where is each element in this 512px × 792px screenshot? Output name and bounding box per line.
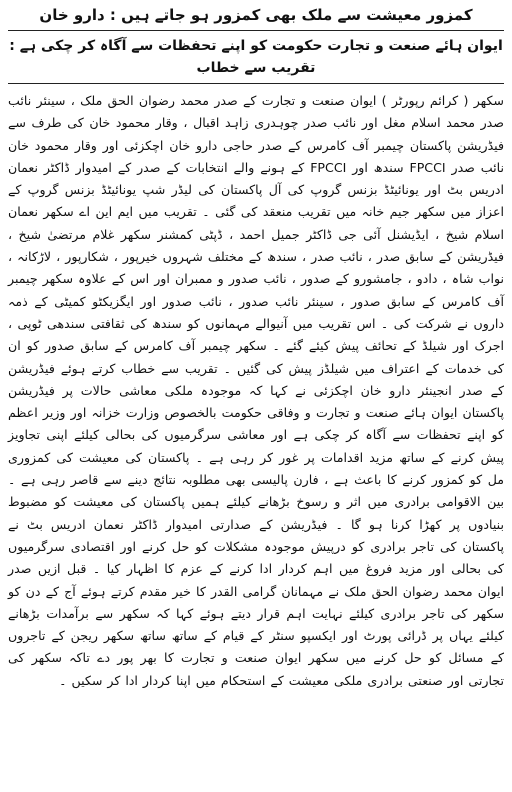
subheadline: ایوان ہائے صنعت و تجارت حکومت کو اپنے تحفظات سے آگاہ کر چکی ہے : تقریب سے خطاب: [8, 35, 504, 84]
headline: کمزور معیشت سے ملک بھی کمزور ہو جاتے ہیں : دارو خان: [8, 4, 504, 31]
article-body: سکھر ( کرائم رپورٹر ) ایوان صنعت و تجارت کے صدر محمد رضوان الحق ملک ، سینئر نائب صدر محمد اسلام مغل اور نائب صدر چوہدری زاہد اقبال ، وقار محمود خان کی طرف سے فیڈریشن پاکستان چیمبر آف کامرس کے صدر حاجی دارو خان اچکزئی اور وقار محمود خان نائب صدر FPCCI سندھ اور FPCCI کے ہونے والے انتخابات کے صدر کے امیدوار ڈاکٹر نعمان ادریس بٹ اور یونائیٹڈ بزنس گروپ کی آل پاکستان کی لیڈر شپ یونائیٹڈ بزنس گروپ کے اعزاز میں سکھر جیم خانہ میں تقریب منعقد کی گئی ۔ تقریب میں ایم این اے سکھر نعمان اسلام شیخ ، ایڈیشنل آئی جی ڈاکٹر جمیل احمد ، ڈپٹی کمشنر سکھر غلام مرتضیٰ شیخ ، فیڈریشن کے سابق صدر ، نائب صدر ، سندھ کے مختلف شہروں خیرپور ، شکارپور ، لاڑکانہ ، نواب شاہ ، دادو ، جامشورو کے صدور ، نائب صدور و ممبران اور اس کے علاوہ سکھر چیمبر آف کامرس کے سابق صدور ، سینئر نائب صدور ، نائب صدور اور ایگزیکٹو کمیٹی کے ذمہ داروں نے شرکت کی ۔ اس تقریب میں آنیوالے مہمانوں کو سندھ کی ثقافتی سندھی ٹوپی ، اجرک اور شیلڈ کے تحائف پیش کیئے گئے ۔ سکھر چیمبر آف کامرس کے سابق صدور کو ان کی خدمات کے اعتراف میں شیلڈز پیش کی گئیں ۔ تقریب سے خطاب کرتے ہوئے فیڈریشن کے صدر انجینئر دارو خان اچکزئی نے کہا کہ موجودہ ملکی معاشی حالات پر فیڈریشن پاکستان ایوان ہائے صنعت و تجارت و وفاقی حکومت بالخصوص وزارت خزانہ اور وزیر اعظم کو اپنے تحفظات سے آگاہ کر چکی ہے اور معاشی سرگرمیوں کی بحالی کیلئے اپنی تجاویز پیش کرنے کے ساتھ مزید اقدامات پر غور کر رہی ہے ۔ پاکستان کی معیشت کی کمزوری مل کو کمزور کرنے کا باعث ہے ، فارن پالیسی بھی مطلوبہ نتائج دینے سے قاصر رہی ہے ۔ بین الاقوامی برادری میں اثر و رسوخ بڑھانے کیلئے ہمیں پاکستان کی معیشت کو مضبوط بنیادوں پر کھڑا کرنا ہو گا ۔ فیڈریشن کے صدارتی امیدوار ڈاکٹر نعمان ادریس بٹ نے پاکستان کی تاجر برادری کو درپیش موجودہ مشکلات کو حل کرنے اور اقتصادی سرگرمیوں کی بحالی اور مزید فروغ میں اہم کردار ادا کرنے کے عزم کا اظہار کیا ۔ قبل ازیں صدر ایوان محمد رضوان الحق ملک نے مہمانان گرامی القدر کا خیر مقدم کرتے ہوئے آج کے دن کو سکھر کی تاجر برادری کیلئے نہایت اہم قرار دیتے ہوئے کہا کہ سکھر سے برآمدات بڑھانے کیلئے یہاں پر ڈرائی پورٹ اور ایکسپو سنٹر کے قیام کے ساتھ ساتھ سکھر ریجن کے تاجروں کے مسائل کو حل کرنے میں سکھر ایوان صنعت و تجارت کا بھر پور دے تاکہ سکھر کی تجارتی اور صنعتی برادری ملکی معیشت کے استحکام میں اپنا کردار ادا کر سکیں ۔: [8, 93, 504, 688]
